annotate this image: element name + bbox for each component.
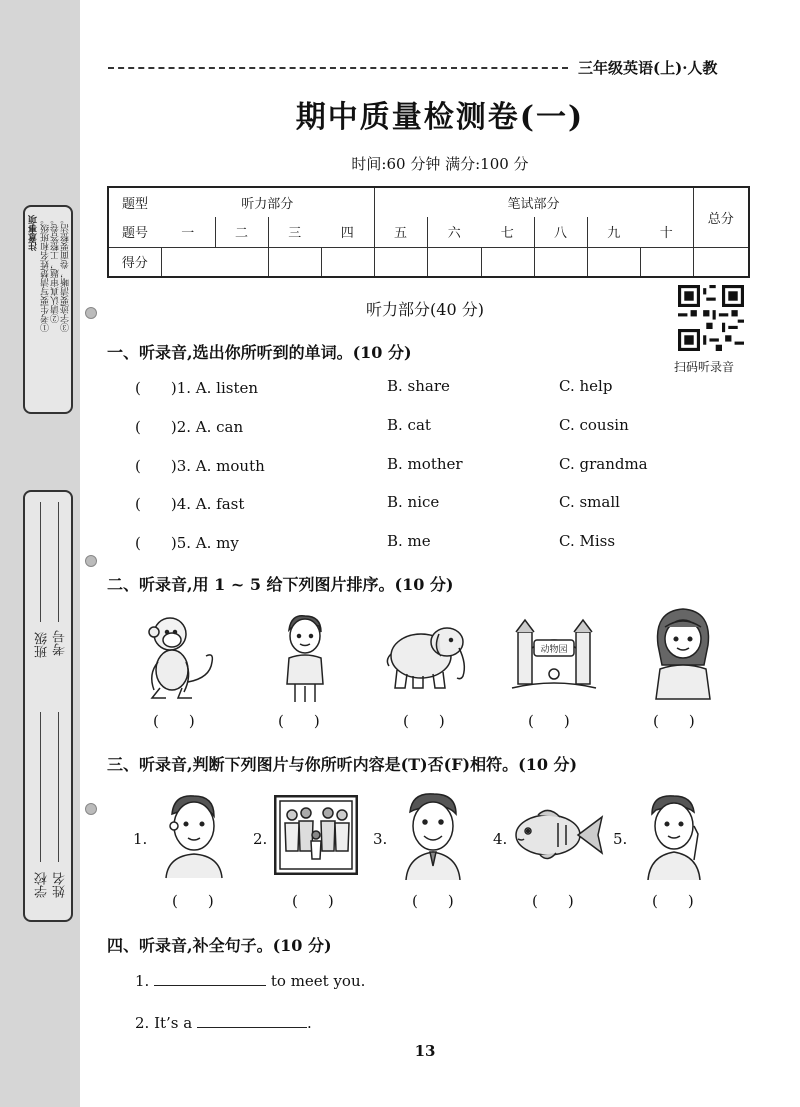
answer-parentheses[interactable]: ( ): [653, 712, 695, 730]
option-c[interactable]: C. Miss: [559, 532, 616, 550]
boy-picture: [158, 790, 228, 880]
qr-code-icon[interactable]: [678, 285, 744, 351]
header-dashed-line: [108, 67, 568, 69]
boy-tie-picture: [398, 790, 468, 882]
question-number: 四: [321, 217, 374, 247]
boy-ear-picture: [638, 790, 708, 882]
item-number: 3.: [373, 830, 388, 848]
listening-part-header: 听力部分: [161, 187, 374, 217]
section-1-title: 一、听录音,选出你所听到的单词。(10 分): [107, 343, 412, 362]
qr-code-label: 扫码听录音: [674, 360, 735, 374]
table-header-cell: 得分: [108, 247, 161, 277]
binding-hole: [85, 555, 97, 567]
page-title: 期中质量检测卷(一): [295, 100, 585, 135]
option-c[interactable]: C. grandma: [559, 455, 648, 473]
school-field[interactable]: [40, 712, 41, 862]
answer-parentheses[interactable]: ( ): [403, 712, 445, 730]
written-part-header: 笔试部分: [374, 187, 693, 217]
question-number: 八: [534, 217, 587, 247]
fill-sentence-1: [135, 972, 365, 990]
answer-blank[interactable]: [154, 985, 266, 986]
question-stem[interactable]: ( )3. A. mouth: [135, 457, 265, 475]
answer-parentheses[interactable]: ( ): [278, 712, 320, 730]
class-field[interactable]: [40, 502, 41, 622]
answer-parentheses[interactable]: ( ): [532, 892, 574, 910]
option-b[interactable]: B. nice: [387, 493, 440, 511]
fill-sentence-2: [135, 1014, 312, 1032]
sentence-text: to meet you.: [266, 972, 366, 990]
score-cell[interactable]: [587, 247, 640, 277]
score-cell[interactable]: [268, 247, 321, 277]
question-number: 一: [161, 217, 215, 247]
question-stem[interactable]: ( )2. A. can: [135, 418, 244, 436]
question-number: 七: [481, 217, 534, 247]
item-number: 4.: [493, 830, 508, 848]
name-field[interactable]: [58, 712, 59, 862]
item-number: 5.: [613, 830, 628, 848]
sentence-text: 2. It’s a: [135, 1014, 197, 1032]
note-line: ①考生要写清楚姓名和班级。: [41, 215, 51, 332]
total-header: 总分: [693, 187, 749, 247]
question-number: 三: [268, 217, 321, 247]
option-c[interactable]: C. cousin: [559, 416, 629, 434]
name-label: 姓名: [53, 872, 68, 898]
option-b[interactable]: B. cat: [387, 416, 431, 434]
score-cell[interactable]: [427, 247, 481, 277]
section-4-title: 四、听录音,补全句子。(10 分): [107, 936, 332, 955]
elephant-picture: [383, 620, 473, 692]
monkey-picture: [140, 612, 220, 702]
question-stem[interactable]: ( )1. A. listen: [135, 379, 259, 397]
answer-parentheses[interactable]: ( ): [528, 712, 570, 730]
note-line: ②请认真审题，工整答卷。: [51, 215, 61, 323]
score-cell[interactable]: [374, 247, 427, 277]
question-stem[interactable]: ( )4. A. fast: [135, 495, 245, 513]
question-number: 五: [374, 217, 427, 247]
section-2-title: 二、听录音,用 1 ~ 5 给下列图片排序。(10 分): [107, 575, 454, 594]
score-cell[interactable]: [161, 247, 268, 277]
zoo-sign-label: 动物园: [540, 645, 568, 655]
score-cell[interactable]: [693, 247, 749, 277]
score-table: [107, 186, 750, 278]
school-label: 学校: [35, 872, 50, 898]
question-stem[interactable]: ( )5. A. my: [135, 534, 239, 552]
score-cell[interactable]: [481, 247, 534, 277]
section-3-title: 三、听录音,判断下列图片与你所听内容是(T)否(F)相符。(10 分): [107, 755, 578, 774]
item-number: 2.: [253, 830, 268, 848]
note-line: ③字迹要清晰，卷面要整洁。: [61, 215, 71, 332]
answer-blank[interactable]: [197, 1027, 307, 1028]
student-info-box: [23, 490, 73, 922]
class-label: 班级: [35, 632, 50, 658]
score-cell[interactable]: [640, 247, 693, 277]
question-number: 九: [587, 217, 640, 247]
time-score-info: 时间:60 分钟 满分:100 分: [351, 155, 529, 173]
question-number: 六: [427, 217, 481, 247]
page-number: 13: [414, 1042, 436, 1060]
option-c[interactable]: C. small: [559, 493, 620, 511]
option-b[interactable]: B. share: [387, 377, 450, 395]
listening-section-header: 听力部分(40 分): [366, 300, 484, 319]
table-header-cell: 题号: [108, 217, 161, 247]
score-cell[interactable]: [534, 247, 587, 277]
table-header-cell: 题型: [108, 187, 161, 217]
option-c[interactable]: C. help: [559, 377, 613, 395]
answer-parentheses[interactable]: ( ): [652, 892, 694, 910]
fish-picture: [512, 805, 604, 865]
notes-title: 注意事项: [29, 215, 39, 251]
option-b[interactable]: B. mother: [387, 455, 463, 473]
sentence-end: .: [306, 1014, 312, 1032]
question-number: 十: [640, 217, 693, 247]
question-number: 二: [215, 217, 268, 247]
score-cell[interactable]: [321, 247, 374, 277]
family-photo-picture: [274, 795, 358, 875]
answer-parentheses[interactable]: ( ): [412, 892, 454, 910]
exam-number-label: 考号: [53, 630, 68, 656]
answer-parentheses[interactable]: ( ): [153, 712, 195, 730]
answer-parentheses[interactable]: ( ): [292, 892, 334, 910]
grade-subject-label: 三年级英语(上)·人教: [578, 59, 718, 77]
exam-number-field[interactable]: [58, 502, 59, 622]
sentence-number: 1.: [135, 972, 155, 990]
boy-picture: [275, 612, 335, 704]
girl-picture: [650, 605, 716, 701]
item-number: 1.: [133, 830, 148, 848]
option-b[interactable]: B. me: [387, 532, 431, 550]
binding-hole: [85, 803, 97, 815]
answer-parentheses[interactable]: ( ): [172, 892, 214, 910]
zoo-gate-picture: [510, 618, 598, 696]
